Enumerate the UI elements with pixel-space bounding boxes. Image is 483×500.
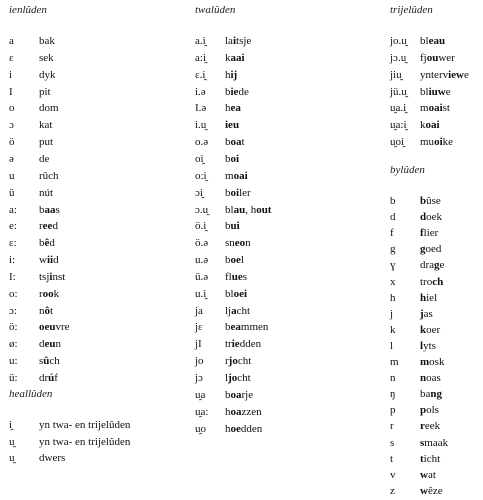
heading-trijeluden: trijelûden — [390, 4, 433, 16]
example-word: bui — [225, 220, 240, 233]
example-word: moaist — [420, 102, 450, 115]
phonetic-symbol: u̯a — [195, 388, 206, 401]
phonetic-symbol: jI — [195, 338, 202, 351]
highlighted-letters: ea — [230, 321, 241, 334]
phonetic-symbol: a — [9, 35, 14, 47]
highlighted-letters: aa — [44, 203, 56, 216]
example-word: boiler — [225, 186, 251, 199]
highlighted-letters: oai — [425, 119, 440, 132]
example-word: sneon — [225, 237, 251, 250]
highlighted-letters: ú — [48, 372, 55, 384]
phonetic-symbol: o:i̯ — [195, 169, 207, 182]
example-word: moai — [225, 169, 248, 182]
phonetic-symbol: ö — [9, 136, 15, 149]
example-word: wat — [420, 468, 436, 481]
example-word: put — [39, 136, 54, 149]
example-word: mosk — [420, 356, 445, 368]
example-word: pit — [39, 85, 51, 98]
example-word: muoike — [420, 136, 454, 149]
phonetic-symbol: ɔ: — [9, 304, 17, 317]
highlighted-letters: oa — [230, 136, 242, 149]
example-word: bleau — [420, 35, 446, 47]
example-word: hoazzen — [225, 405, 262, 418]
phonetic-symbol: ü: — [9, 372, 18, 384]
example-word: noas — [420, 372, 441, 385]
phonetic-symbol: ɔi̯ — [195, 186, 203, 199]
phonetic-symbol: I — [9, 85, 13, 98]
phonetic-symbol: ɛ — [9, 51, 14, 64]
example-word: ljocht — [225, 372, 251, 384]
example-word: bak — [39, 35, 55, 47]
highlighted-letters: g — [420, 243, 426, 256]
highlighted-letters: i — [232, 35, 237, 47]
phonetic-symbol: ö.i̯ — [195, 220, 207, 233]
highlighted-letters: oo — [42, 287, 54, 300]
example-word: doek — [420, 211, 443, 224]
example-word: nôt — [39, 304, 54, 317]
highlighted-letters: w — [420, 484, 428, 497]
highlighted-letters: au — [233, 203, 246, 216]
example-word: drage — [420, 259, 445, 272]
phonetic-symbol: f — [390, 227, 394, 240]
example-word: hea — [225, 102, 241, 115]
example-word: reed — [39, 220, 58, 233]
example-word: yn twa- en trijelûden — [39, 419, 131, 431]
phonetic-symbol: I.ə — [195, 102, 207, 115]
example-word: reek — [420, 420, 441, 433]
example-word: smaak — [420, 436, 449, 449]
highlighted-letters: oi — [434, 136, 443, 149]
highlighted-letters: aai — [230, 51, 245, 64]
phonetic-symbol: jɔ — [195, 372, 203, 384]
highlighted-letters: a — [231, 304, 237, 317]
highlighted-letters: oi — [230, 186, 240, 199]
highlighted-letters: eau — [428, 35, 446, 47]
highlighted-letters: b — [420, 195, 427, 207]
example-word: nút — [39, 186, 54, 199]
phonetic-symbol: i.u̯ — [195, 119, 207, 132]
phonetic-symbol: r — [390, 420, 394, 433]
example-word: boi — [225, 152, 240, 165]
highlighted-letters: oai — [233, 169, 248, 182]
example-word: yn twa- en trijelûden — [39, 435, 131, 448]
phonetic-symbol: ŋ — [390, 388, 396, 401]
phonetic-symbol: jo.u̯ — [390, 35, 407, 47]
highlighted-letters: iuw — [428, 85, 446, 98]
example-word: wêze — [420, 484, 443, 497]
highlighted-letters: s — [420, 436, 425, 449]
phonetic-symbol: ɔ.u̯ — [195, 203, 209, 216]
example-word: jas — [420, 307, 433, 320]
example-word: ticht — [420, 452, 441, 465]
example-word: koai — [420, 119, 440, 132]
phonetic-symbol: a:i̯ — [195, 51, 206, 64]
phonetic-symbol: jɛ — [195, 321, 203, 334]
example-word: dom — [39, 102, 59, 115]
phonetic-symbol: h — [390, 291, 396, 304]
highlighted-letters: ê — [44, 237, 50, 250]
highlighted-letters: g — [434, 259, 440, 272]
example-word: sek — [39, 51, 54, 64]
phonetic-symbol: t — [390, 452, 394, 465]
heading-twaluden: twalûden — [195, 4, 236, 16]
highlighted-letters: ui — [230, 220, 240, 233]
phonetic-symbol: i̯ — [9, 419, 13, 431]
example-word: ljacht — [225, 304, 251, 317]
highlighted-letters: out — [256, 203, 272, 216]
example-word: drúf — [39, 372, 58, 384]
phonetic-symbol: jɔ.u̯ — [390, 51, 407, 64]
example-word: triedden — [225, 338, 262, 351]
phonetic-symbol: u — [9, 169, 15, 182]
example-word: oeuvre — [39, 321, 70, 334]
highlighted-letters: p — [420, 404, 427, 417]
example-word: bûse — [420, 195, 441, 207]
example-word: hij — [225, 68, 238, 81]
phonetic-symbol: ɣ — [390, 259, 396, 272]
phonetic-symbol: u.i̯ — [195, 287, 207, 300]
phonetic-symbol: u̯ — [9, 435, 15, 448]
highlighted-letters: oa — [230, 388, 242, 401]
highlighted-letters: oi — [230, 152, 240, 165]
phonetic-symbol: l — [390, 339, 394, 352]
example-word: flues — [225, 270, 248, 283]
example-word: baas — [39, 203, 60, 216]
phonetic-symbol: jü.u̯ — [390, 85, 407, 98]
phonetic-symbol: b — [390, 195, 396, 207]
highlighted-letters: h — [420, 291, 427, 304]
phonetic-symbol: i.ə — [195, 85, 206, 98]
example-word: de — [39, 152, 50, 165]
highlighted-letters: eu — [44, 338, 56, 351]
phonetic-symbol: o: — [9, 287, 18, 300]
example-word: bêd — [39, 237, 55, 250]
highlighted-letters: oeu — [39, 321, 56, 334]
phonetic-symbol: e: — [9, 220, 17, 233]
example-word: goed — [420, 243, 442, 256]
highlighted-letters: jo — [228, 372, 238, 384]
example-word: lyts — [420, 339, 436, 352]
example-word: blau, hout — [225, 203, 272, 216]
example-word: bliuwe — [420, 85, 451, 98]
phonetic-symbol: u̯a: — [195, 405, 209, 418]
phonetic-symbol: v — [390, 468, 396, 481]
example-word: ynterviewe — [420, 68, 469, 81]
highlighted-letters: n — [420, 372, 427, 385]
phonetic-symbol: i: — [9, 254, 16, 267]
phonetic-symbol: ö: — [9, 321, 18, 334]
phonetic-symbol: o.ə — [195, 136, 209, 149]
highlighted-letters: r — [420, 420, 425, 433]
example-word: beammen — [225, 321, 269, 334]
highlighted-letters: ô — [44, 304, 50, 317]
example-word: hoedden — [225, 422, 263, 435]
highlighted-letters: oe — [230, 422, 241, 435]
phonetic-symbol: ə — [9, 152, 14, 165]
example-word: boel — [225, 254, 244, 267]
highlighted-letters: ij — [230, 68, 238, 81]
highlighted-letters: ng — [430, 388, 443, 401]
phonetic-symbol: ɛ: — [9, 237, 17, 250]
highlighted-letters: ue — [231, 270, 243, 283]
phonetic-symbol: jiu̯ — [390, 68, 402, 81]
heading-byluden: bylûden — [390, 164, 425, 176]
phonetic-symbol: ø: — [9, 338, 18, 351]
heading-heallûden: heallûden — [9, 388, 53, 400]
example-word: bloei — [225, 287, 248, 300]
highlighted-letters: ie — [231, 338, 240, 351]
highlighted-letters: oai — [428, 102, 443, 115]
example-word: tsjinst — [39, 270, 66, 283]
phonetic-symbol: o — [9, 102, 15, 115]
phonetic-symbol: u̯oi̯ — [390, 136, 405, 149]
highlighted-letters: k — [420, 323, 427, 336]
example-word: pols — [420, 404, 439, 417]
example-word: bang — [420, 388, 443, 401]
phonetic-symbol: u.ə — [195, 254, 209, 267]
highlighted-letters: ieu — [225, 119, 240, 132]
example-word: biede — [225, 85, 249, 98]
highlighted-letters: i — [49, 270, 53, 283]
example-word: wiid — [39, 254, 59, 267]
phonetic-symbol: ɔ — [9, 119, 14, 132]
phonetic-symbol: I: — [9, 270, 16, 283]
example-word: laitsje — [225, 35, 252, 47]
example-word: rjocht — [225, 355, 252, 368]
phonetic-symbol: g — [390, 243, 396, 256]
highlighted-letters: d — [420, 211, 427, 224]
highlighted-letters: ee — [42, 220, 53, 233]
phonetic-symbol: u: — [9, 355, 18, 368]
example-word: rook — [39, 287, 60, 300]
phonetic-symbol: u̯a.i̯ — [390, 102, 407, 115]
phonetic-symbol: a.i̯ — [195, 35, 206, 47]
highlighted-letters: ie — [230, 85, 239, 98]
highlighted-letters: eo — [234, 237, 246, 250]
example-word: sûch — [39, 355, 60, 368]
highlighted-letters: f — [420, 227, 424, 240]
phonetic-symbol: ü.ə — [195, 270, 209, 283]
phonetic-symbol: ö.ə — [195, 237, 209, 250]
example-word: boarje — [225, 388, 254, 401]
example-word: kaai — [225, 51, 245, 64]
phonetic-symbol: a: — [9, 203, 17, 216]
example-word: rûch — [39, 169, 59, 182]
example-word: deun — [39, 338, 61, 351]
example-word: hiel — [420, 291, 438, 304]
heading-ienluden: ienlûden — [9, 4, 47, 16]
phonetic-symbol: z — [390, 484, 395, 497]
example-word: fjouwer — [420, 51, 455, 64]
highlighted-letters: ea — [230, 102, 241, 115]
example-word: dyk — [39, 68, 56, 81]
phonetic-symbol: u̯o — [195, 422, 206, 435]
phonetic-symbol: u̯ — [9, 452, 15, 464]
example-word — [225, 117, 239, 134]
phonetic-symbol: ü — [9, 186, 15, 199]
highlighted-letters: jo — [228, 355, 238, 368]
phonetic-symbol: j — [390, 307, 394, 320]
phonetic-symbol: n — [390, 372, 396, 385]
highlighted-letters: oa — [230, 405, 242, 418]
highlighted-letters: oe — [230, 254, 241, 267]
highlighted-letters: ch — [432, 275, 444, 288]
example-word: troch — [420, 275, 444, 288]
phonetic-symbol: jo — [195, 355, 204, 368]
highlighted-letters: w — [420, 468, 428, 481]
highlighted-letters: t — [420, 452, 424, 465]
highlighted-letters: ou — [426, 51, 439, 64]
highlighted-letters: m — [420, 356, 430, 368]
phonetic-symbol: ja — [195, 304, 203, 317]
example-word: kat — [39, 119, 53, 132]
phonetic-symbol: u̯a:i̯ — [390, 119, 407, 132]
highlighted-letters: ii — [46, 254, 54, 267]
phonetic-symbol: x — [390, 275, 396, 288]
phonetic-symbol: i — [9, 68, 13, 81]
highlighted-letters: j — [420, 307, 424, 320]
phonetic-symbol: oi̯ — [195, 152, 204, 165]
phonetic-symbol: ɛ.i̯ — [195, 68, 206, 81]
phonetic-symbol: m — [390, 356, 399, 368]
example-word: dwers — [39, 452, 66, 464]
highlighted-letters: oei — [233, 287, 248, 300]
example-word: boat — [225, 136, 245, 149]
example-word: flier — [420, 227, 439, 240]
phonetic-symbol: k — [390, 323, 396, 336]
highlighted-letters: iew — [448, 68, 464, 81]
highlighted-letters: l — [420, 339, 424, 352]
phonetic-symbol: p — [390, 404, 396, 417]
phonetic-symbol: s — [390, 436, 395, 449]
phonetic-symbol: d — [390, 211, 396, 224]
example-word: koer — [420, 323, 441, 336]
highlighted-letters: û — [43, 355, 50, 368]
